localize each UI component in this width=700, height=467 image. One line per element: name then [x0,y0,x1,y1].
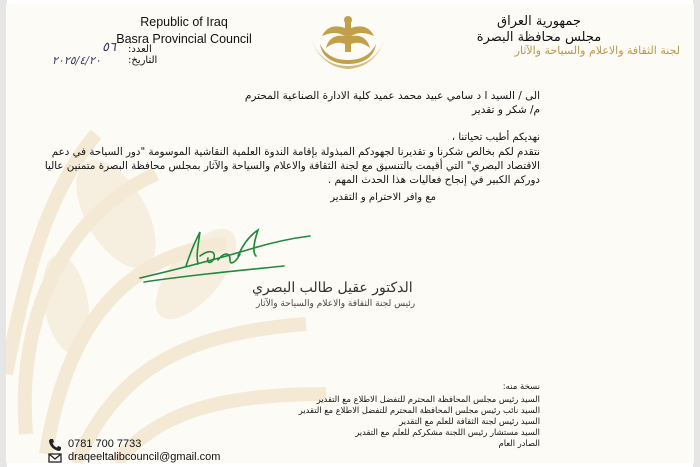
cc-item: الصادر العام [498,438,540,448]
date-line [128,55,157,66]
cc-item: السيد رئيس لجنة الثقافة للعلم مع التقدير [399,416,540,426]
letter-page [6,4,694,463]
header-english [94,14,274,48]
council-name-en: Basra Provincial Council [116,32,252,46]
ref-label: العدد: [128,44,152,55]
phone-icon [48,438,62,452]
scan-edge-right [693,0,700,467]
phone-number: 0781 700 7733 [68,438,142,450]
cc-item: السيد مستشار رئيس اللجنة مشكركم للعلم مع التقدير [355,427,540,437]
signatory-name: الدكتور عقيل طالب البصري [252,280,413,296]
greeting-line: نهديكم أطيب تحياتنا ، [451,132,540,143]
council-name-ar: مجلس محافظة البصرة [476,30,602,45]
closing-line: مع وافر الاحترام و التقدير [330,192,436,203]
cc-item: السيد رئيس مجلس المحافظة المحترم للتفضل الاطلاع مع التقدير [316,394,540,404]
recipient-line: الى / السيد ا د سامي عبيد محمد عميد كلية الادارة الصناعية المحترم [244,90,540,102]
subject-line: م/ شكر و تقدير [472,104,540,116]
ref-number-line [128,44,152,55]
email-icon [48,451,62,463]
handwritten-signature [134,226,314,286]
country-name-ar: جمهورية العراق [497,14,581,29]
country-name-en: Republic of Iraq [140,15,228,29]
council-emblem-icon [308,14,388,70]
header-arabic [464,14,614,46]
cc-item: السيد نائب رئيس مجلس المحافظة المحترم للتفضل الاطلاع مع التقدير [298,405,540,415]
letter-body: نتقدم لكم بخالص شكرنا و تقديرنا لجهودكم المبذولة بإقامة الندوة العلمية النقاشية الموسومة "دور السياحة في دعم الاقتصاد البصري" التي أقيمت بالتنسيق مع لجنة الثقافة والاعلام والسياحة والآثار بمجلس محافظة البصرة متمنين عاليا دوركم الكبير في إنجاح فعاليات هذا الحدث المهم . [44,146,540,186]
email-address: draqeeltalibcouncil@gmail.com [68,451,221,463]
committee-name: لجنة الثقافة والاعلام والسياحة والآثار [514,44,680,57]
signatory-title: رئيس لجنة الثقافة والاعلام والسياحة والآثار [256,299,416,309]
ref-number-value: ٥٦ [102,40,116,55]
cc-heading: نسخة منه: [502,382,540,392]
date-value: ٢٠٢٥/٤/٢٠ [52,54,101,67]
date-label: التاريخ: [128,55,158,66]
